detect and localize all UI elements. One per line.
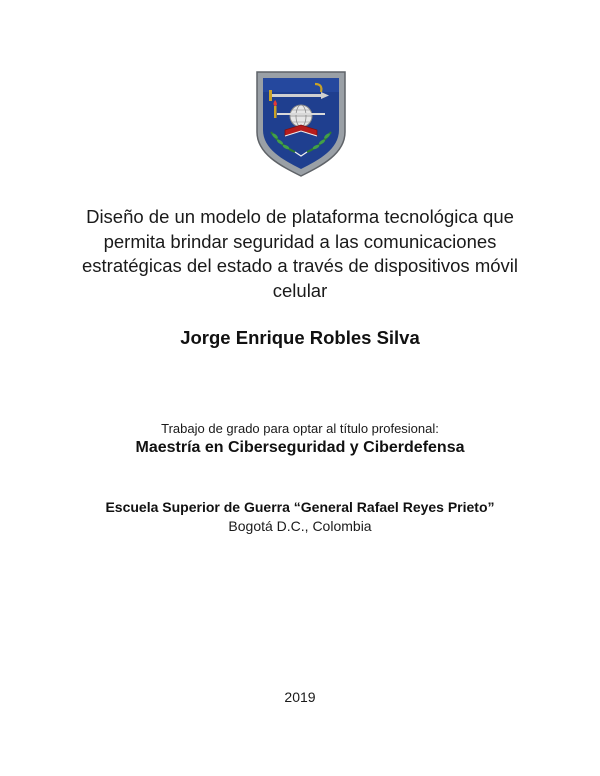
degree-intro: Trabajo de grado para optar al título profesional: (161, 421, 439, 436)
publication-year: 2019 (284, 689, 316, 705)
title-line: permita brindar seguridad a las comunicaciones (103, 230, 497, 252)
title-line: estratégicas del estado a través de dispositivos móvil (82, 255, 518, 276)
school-name: Escuela Superior de Guerra “General Rafael Reyes Prieto” (105, 499, 495, 515)
city-location: Bogotá D.C., Colombia (228, 518, 372, 534)
degree-name: Maestría en Ciberseguridad y Ciberdefensa (135, 439, 465, 456)
author-name: Jorge Enrique Robles Silva (180, 327, 420, 348)
document-title (60, 205, 540, 303)
military-school-crest-icon (255, 70, 347, 178)
title-line: celular (272, 279, 328, 301)
title-line: Diseño de un modelo de plataforma tecnológica que (86, 206, 514, 227)
